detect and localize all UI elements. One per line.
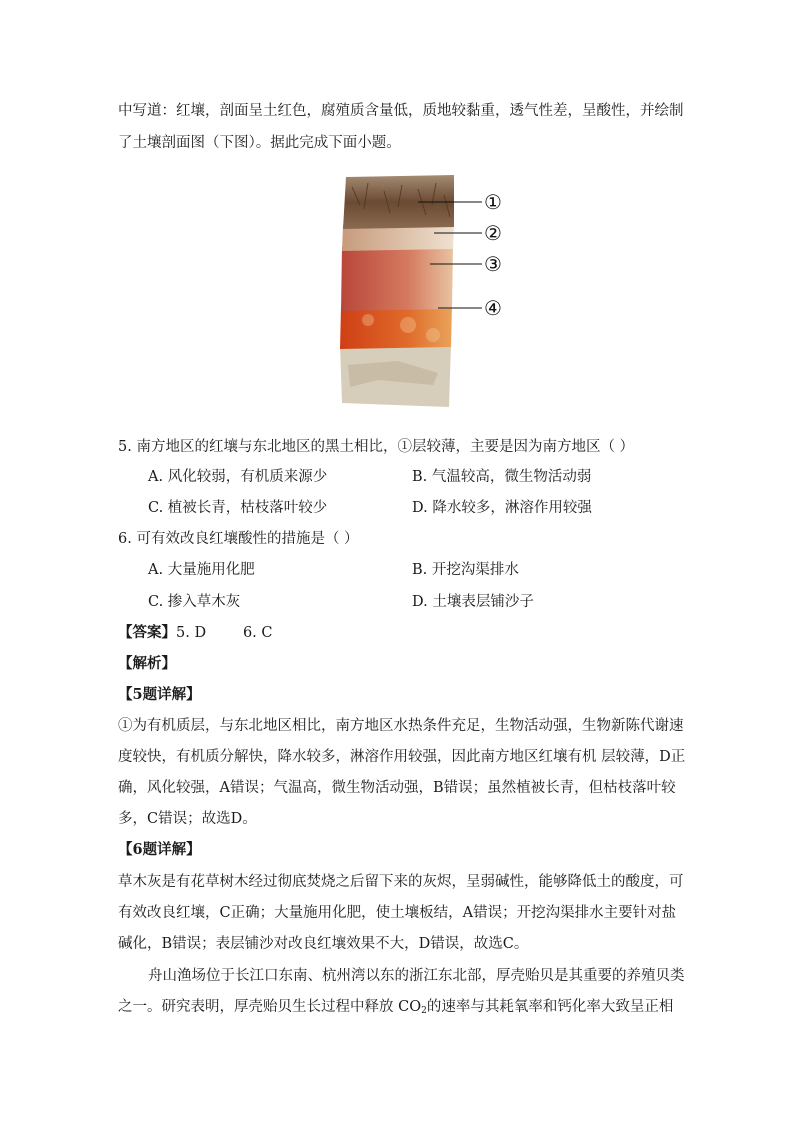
q6-option-b: B. 开挖沟渠排水	[412, 562, 519, 578]
next-passage-line-2	[118, 997, 673, 1021]
marker-4: ④	[484, 296, 502, 320]
q5-option-d: D. 降水较多，淋溶作用较强	[412, 500, 592, 516]
next-line2-pre: 之一。研究表明，厚壳贻贝生长过程中释放 CO	[118, 999, 422, 1015]
detail5-line-4: 多，C错误；故选D。	[118, 811, 257, 827]
analysis-label: 【解析】	[118, 655, 176, 672]
next-line2-sub: 2	[421, 1006, 427, 1016]
detail5-line-2: 度较快，有机质分解快，降水较多，淋溶作用较强，因此南方地区红壤有机 层较薄，D正	[118, 749, 686, 765]
marker-3: ③	[484, 252, 502, 276]
marker-2: ②	[484, 221, 502, 245]
marker-1: ①	[484, 190, 502, 214]
next-line2-post: 的速率与其耗氧率和钙化率大致呈正相	[426, 999, 674, 1015]
q6-option-d: D. 土壤表层铺沙子	[412, 594, 534, 610]
detail5-line-1: ①为有机质层，与东北地区相比，南方地区水热条件充足，生物活动强，生物新陈代谢速	[118, 718, 684, 734]
detail5-label: 【5题详解】	[118, 686, 201, 703]
q5-option-c: C. 植被长青，枯枝落叶较少	[148, 500, 328, 516]
intro-line-2: 了土壤剖面图（下图）。据此完成下面小题。	[118, 135, 401, 151]
answer-row	[118, 623, 272, 643]
q6-option-c: C. 掺入草木灰	[148, 594, 241, 610]
soil-profile-figure	[338, 175, 508, 410]
detail6-line-2: 有效改良红壤，C正确；大量施用化肥，使土壤板结，A错误；开挖沟渠排水主要针对盐	[118, 905, 677, 921]
q5-stem: 5. 南方地区的红壤与东北地区的黑土相比，①层较薄，主要是因为南方地区（ ）	[118, 439, 635, 455]
detail6-label: 【6题详解】	[118, 841, 201, 858]
answer-label: 【答案】	[118, 624, 176, 641]
detail5-line-3: 确，风化较强，A错误；气温高，微生物活动强，B错误；虽然植被长青，但枯枝落叶较	[118, 780, 676, 796]
intro-line-1: 中写道：红壤，剖面呈土红色，腐殖质含量低，质地较黏重，透气性差，呈酸性，并绘制	[118, 103, 684, 119]
upper-red-layer	[341, 245, 453, 311]
q5-option-a: A. 风化较弱，有机质来源少	[148, 469, 328, 485]
detail6-line-1: 草木灰是有花草树木经过彻底焚烧之后留下来的灰烬，呈弱碱性，能够降低土的酸度，可	[118, 874, 684, 890]
q6-stem: 6. 可有效改良红壤酸性的措施是（ ）	[118, 531, 359, 547]
detail6-line-3: 碱化，B错误；表层铺沙对改良红壤效果不大，D错误，故选C。	[118, 936, 529, 952]
q6-option-a: A. 大量施用化肥	[148, 562, 255, 578]
lower-orange-layer	[340, 305, 452, 349]
next-passage-line-1: 舟山渔场位于长江口东南、杭州湾以东的浙江东北部，厚壳贻贝是其重要的养殖贝类	[148, 968, 685, 984]
answer-value: 5. D 6. C	[176, 625, 273, 641]
q5-option-b: B. 气温较高，微生物活动弱	[412, 469, 592, 485]
